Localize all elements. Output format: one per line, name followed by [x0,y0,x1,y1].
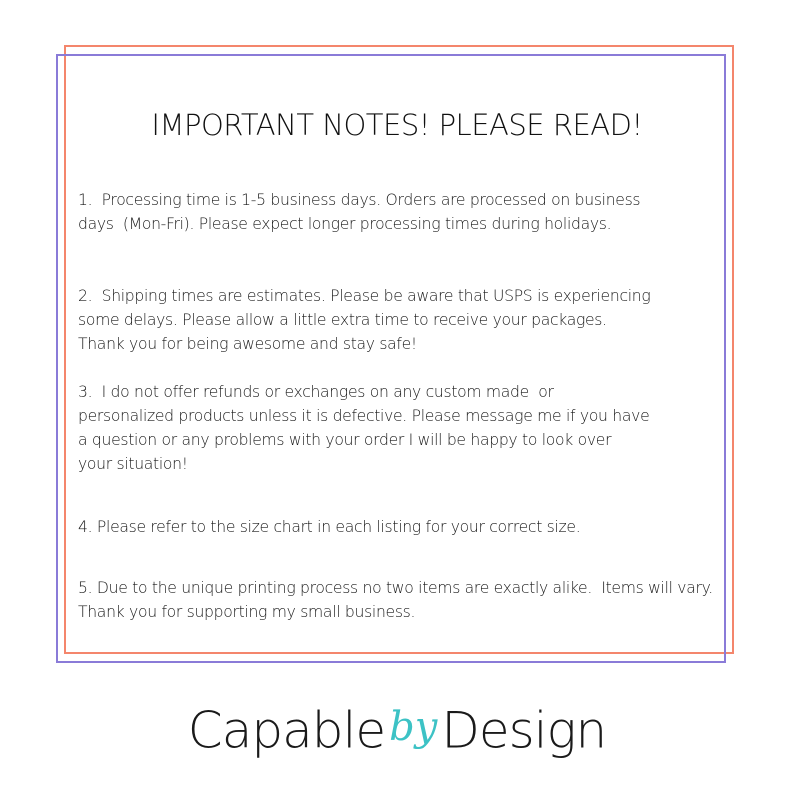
note-5 [78,576,713,624]
logo-word-capable: Capable [187,701,386,760]
note-line: days (Mon-Fri). Please expect longer processing times during holidays. [78,215,612,233]
note-3 [78,380,649,476]
brand-logo [0,690,794,771]
logo-word-design: Design [441,701,607,760]
logo-word-by: by [389,703,438,750]
note-2 [78,284,650,356]
note-line: 4. Please refer to the size chart in each listing for your correct size. [78,518,581,536]
note-line: some delays. Please allow a little extra time to receive your packages. [78,311,607,329]
note-line: 5. Due to the unique printing process no two items are exactly alike. Items will vary. [78,579,713,597]
note-4 [78,515,580,539]
note-line: 1. Processing time is 1-5 business days. Orders are processed on business [78,191,641,209]
note-line: personalized products unless it is defective. Please message me if you have [78,407,650,425]
note-line: Thank you for being awesome and stay safe! [78,335,417,353]
note-line: a question or any problems with your order I will be happy to look over [78,431,612,449]
note-line: 3. I do not offer refunds or exchanges on any custom made or [78,383,554,401]
note-line: your situation! [78,455,188,473]
purple-border-frame [56,54,726,663]
note-line: Thank you for supporting my small business. [78,603,416,621]
note-1 [78,188,640,236]
notice-title: IMPORTANT NOTES! PLEASE READ! [151,108,643,142]
note-line: 2. Shipping times are estimates. Please be aware that USPS is experiencing [78,287,651,305]
